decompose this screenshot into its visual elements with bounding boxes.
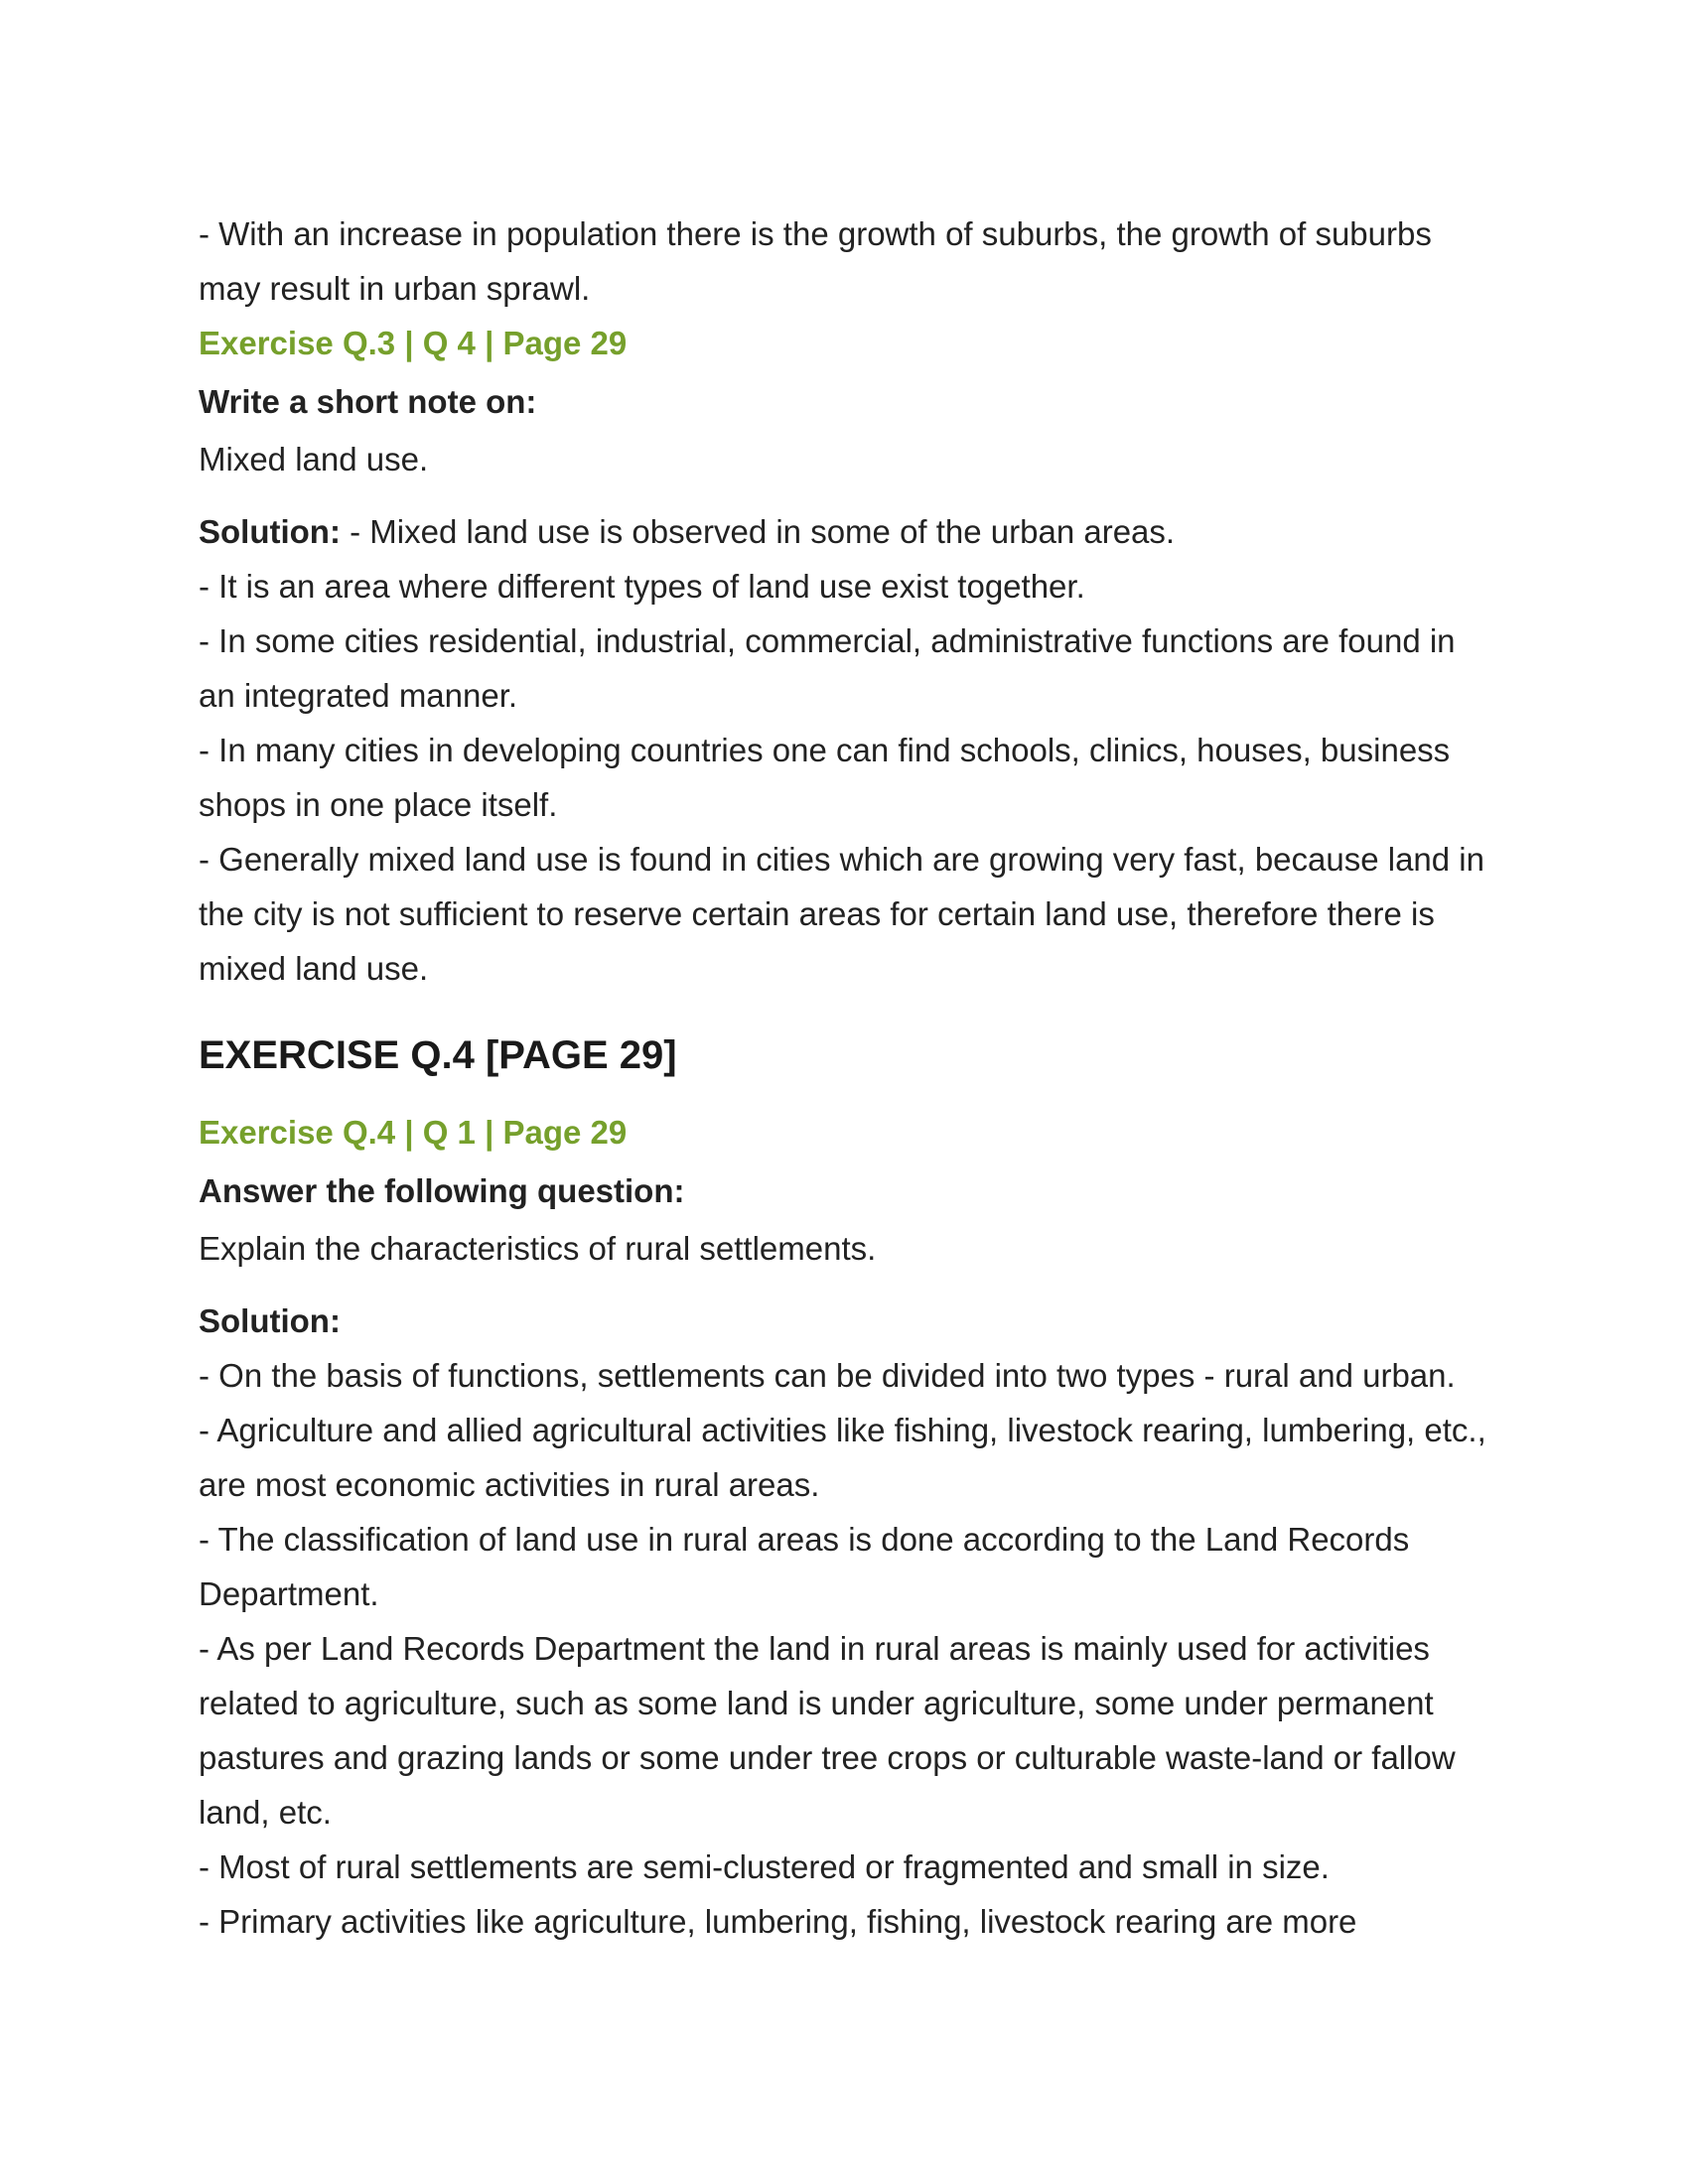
q2-prompt: Answer the following question: — [199, 1172, 685, 1209]
q1-solution-label: Solution: — [199, 513, 341, 550]
q1-prompt: Write a short note on: — [199, 383, 537, 420]
q1-point: - Generally mixed land use is found in cities which are growing very fast, because land in the city is not sufficient to reserve certain areas for certain land use, therefore there is mixed land use. — [199, 841, 1484, 987]
q1-solution-first-text: - Mixed land use is observed in some of the urban areas. — [340, 513, 1176, 550]
document-page — [199, 206, 1499, 1949]
q2-point: - Most of rural settlements are semi-clustered or fragmented and small in size. — [199, 1848, 1330, 1885]
q1-point: - In many cities in developing countries one can find schools, clinics, houses, business shops in one place itself. — [199, 732, 1451, 823]
q1-reference: Exercise Q.3 | Q 4 | Page 29 — [199, 325, 628, 361]
q2-point: - As per Land Records Department the land in rural areas is mainly used for activities related to agriculture, such as some land is under agriculture, some under permanent pastures and grazing lands or some under tree crops or culturable waste-land or fallow land, etc. — [199, 1630, 1456, 1831]
q2-solution-label: Solution: — [199, 1302, 341, 1339]
q2-reference: Exercise Q.4 | Q 1 | Page 29 — [199, 1114, 628, 1151]
q2-point: - Primary activities like agriculture, lumbering, fishing, livestock rearing are more — [199, 1903, 1357, 1940]
q2-point: - The classification of land use in rural areas is done according to the Land Records Department. — [199, 1521, 1410, 1612]
q2-point: - On the basis of functions, settlements can be divided into two types - rural and urban. — [199, 1357, 1456, 1394]
q1-question: Mixed land use. — [199, 441, 429, 478]
q1-point: - It is an area where different types of land use exist together. — [199, 568, 1085, 605]
q1-solution — [199, 504, 1499, 996]
q2-point: - Agriculture and allied agricultural activities like fishing, livestock rearing, lumbering, etc., are most economic activities in rural areas. — [199, 1412, 1486, 1503]
q2-question: Explain the characteristics of rural settlements. — [199, 1230, 877, 1267]
intro-paragraph: - With an increase in population there is the growth of suburbs, the growth of suburbs may result in urban sprawl. — [199, 215, 1432, 307]
section-title: EXERCISE Q.4 [PAGE 29] — [199, 1033, 677, 1077]
q1-point: - In some cities residential, industrial, commercial, administrative functions are found in an integrated manner. — [199, 622, 1456, 714]
q1-solution-first-line — [199, 504, 1499, 559]
q2-solution — [199, 1294, 1499, 1949]
